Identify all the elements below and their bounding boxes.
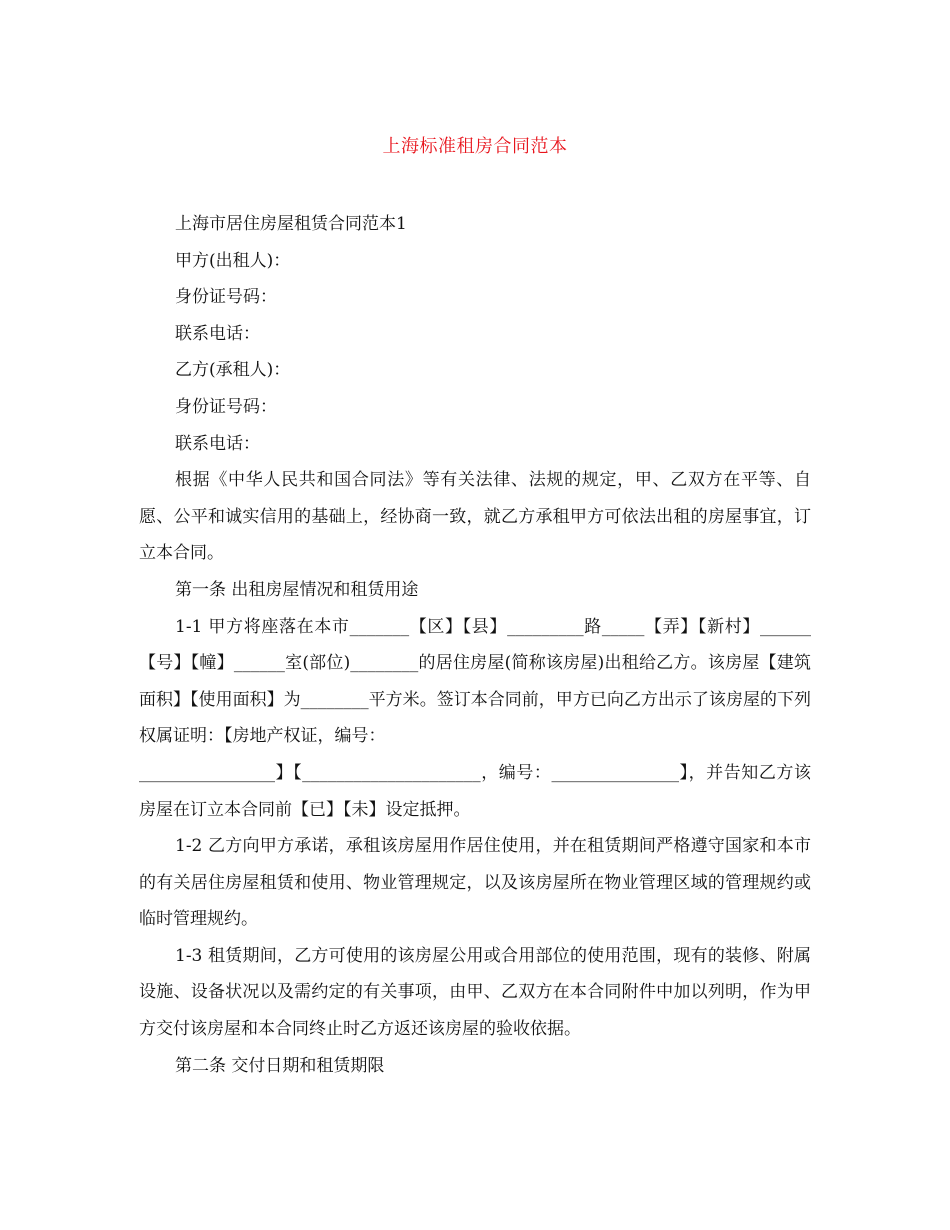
party-b-label: 乙方(承租人)：	[175, 360, 291, 381]
clause-1-2: 1-2 乙方向甲方承诺，承租该房屋用作居住使用，并在租赁期间严格遵守国家和本市的有关居住房屋租赁和使用、物业管理规定，以及该房屋所在物业管理区域的管理规约或临时管理规约。	[139, 836, 811, 930]
article-1-heading: 第一条 出租房屋情况和租赁用途	[175, 579, 419, 600]
clause-1-1: 1-1 甲方将座落在本市_______【区】【县】_________路_____【弄】【新村】______【号】【幢】______室(部位)________的居住房屋(简称该房屋)出租给乙方。该房屋【建筑面积】【使用面积】为________平方米。签订本合同前，甲方已向乙方出示了该房屋的下列权属证明：【房地产权证，编号：	[139, 616, 811, 747]
party-a-phone-label: 联系电话：	[175, 323, 260, 344]
document-body	[139, 206, 811, 1084]
preamble-paragraph: 根据《中华人民共和国合同法》等有关法律、法规的规定，甲、乙双方在平等、自愿、公平和诚实信用的基础上，经协商一致，就乙方承租甲方可依法出租的房屋事宜，订立本合同。	[139, 470, 811, 564]
document-title: 上海标准租房合同范本	[382, 136, 568, 157]
article-2-heading: 第二条 交付日期和租赁期限	[175, 1055, 385, 1076]
party-b-id-label: 身份证号码：	[175, 396, 277, 417]
clause-1-3: 1-3 租赁期间，乙方可使用的该房屋公用或合用部位的使用范围，现有的装修、附属设施、设备状况以及需约定的有关事项，由甲、乙双方在本合同附件中加以列明，作为甲方交付该房屋和本合同终止时乙方返还该房屋的验收依据。	[139, 945, 811, 1040]
contract-heading: 上海市居住房屋租赁合同范本1	[175, 214, 407, 234]
party-a-label: 甲方(出租人)：	[175, 250, 291, 271]
party-b-phone-label: 联系电话：	[175, 433, 260, 454]
clause-1-1-continued: ________________】【_____________________，编号：_______________】，并告知乙方该房屋在订立本合同前【已】【未】设定抵押。	[139, 762, 811, 820]
party-a-id-label: 身份证号码：	[175, 287, 277, 308]
